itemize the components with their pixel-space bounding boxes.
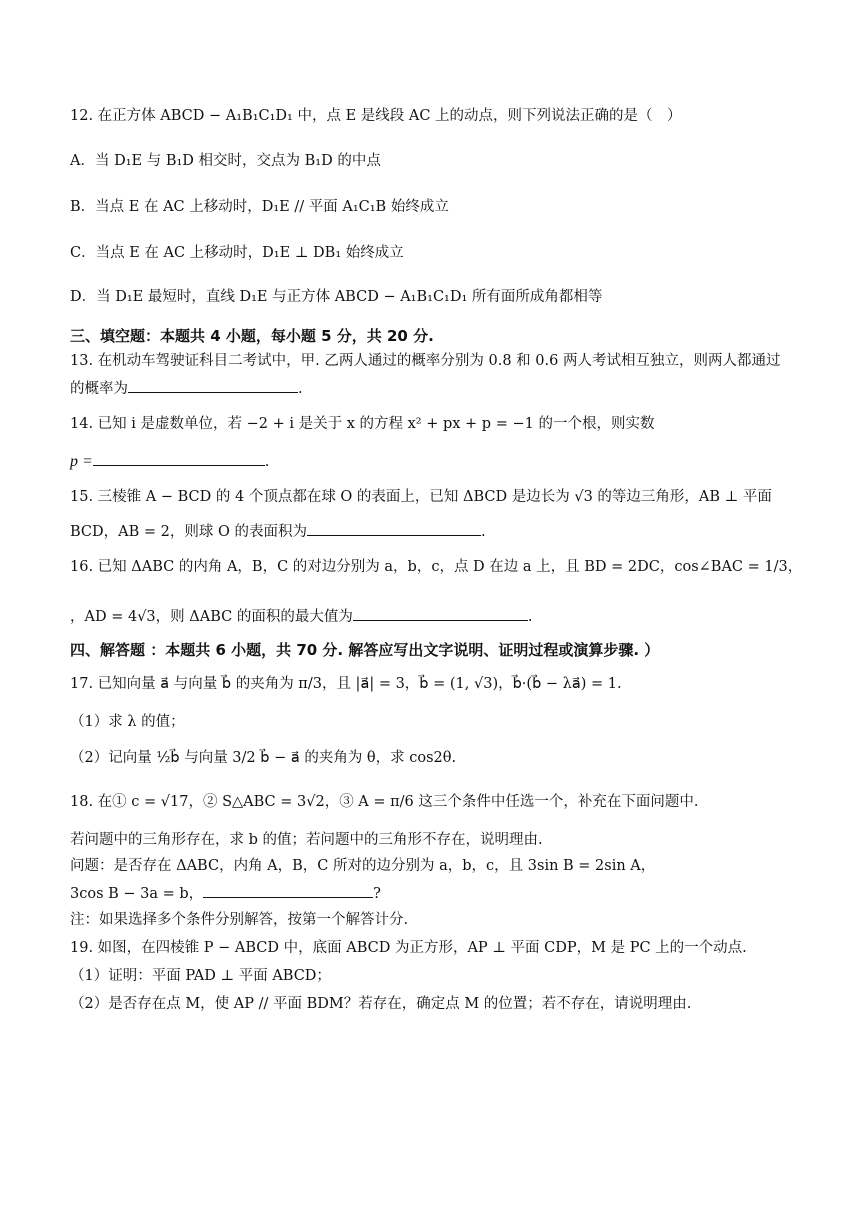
q16-suffix: . xyxy=(527,609,533,625)
q12-option-c: C．当点 E 在 AC 上移动时，D₁E ⊥ DB₁ 始终成立 xyxy=(70,245,404,261)
q16-line-2 xyxy=(70,606,820,627)
q12-option-d: D．当 D₁E 最短时，直线 D₁E 与正方体 ABCD − A₁B₁C₁D₁ 所有面所成角都相等 xyxy=(70,289,603,305)
q15-line-1: 15. 三棱锥 A − BCD 的 4 个顶点都在球 O 的表面上，已知 ΔBCD 是边长为 √3 的等边三角形，AB ⊥ 平面 xyxy=(70,489,772,505)
q13-line-2 xyxy=(70,378,820,399)
q19-part-2: （2）是否存在点 M，使 AP // 平面 BDM？若存在，确定点 M 的位置；若不存在，请说明理由. xyxy=(70,996,692,1012)
q17-part-1: （1）求 λ 的值； xyxy=(70,714,185,730)
q12-option-b: B．当点 E 在 AC 上移动时，D₁E // 平面 A₁C₁B 始终成立 xyxy=(70,199,449,215)
q18-condition-text: 3cos B − 3a = b， xyxy=(70,886,204,902)
q15-answer-blank xyxy=(307,521,481,536)
q18-line-4 xyxy=(70,883,820,904)
q14-answer-blank xyxy=(93,451,265,466)
q14-suffix: . xyxy=(264,454,270,470)
q19-part-1: （1）证明：平面 PAD ⊥ 平面 ABCD； xyxy=(70,968,331,984)
q12-option-a: A．当 D₁E 与 B₁D 相交时，交点为 B₁D 的中点 xyxy=(70,153,381,169)
section-3-heading: 三、填空题：本题共 4 小题，每小题 5 分，共 20 分. xyxy=(70,327,434,345)
q18-stem: 18. 在① c = √17，② S△ABC = 3√2，③ A = π/6 这三个条件中任选一个，补充在下面问题中. xyxy=(70,794,699,810)
q18-line-2: 若问题中的三角形存在，求 b 的值；若问题中的三角形不存在，说明理由. xyxy=(70,832,543,848)
q16-answer-blank xyxy=(353,606,528,621)
q14-prefix: p = xyxy=(70,453,93,470)
q19-stem: 19. 如图，在四棱锥 P − ABCD 中，底面 ABCD 为正方形，AP ⊥ 平面 CDP，M 是 PC 上的一个动点. xyxy=(70,940,747,956)
q18-line-3: 问题：是否存在 ΔABC，内角 A，B，C 所对的边分别为 a，b，c，且 3sin B = 2sin A， xyxy=(70,858,656,874)
q17-stem: 17. 已知向量 a⃗ 与向量 b⃗ 的夹角为 π/3，且 |a⃗| = 3，b⃗ = (1, √3)，b⃗·(b⃗ − λa⃗) = 1. xyxy=(70,676,622,692)
q13-line-1: 13. 在机动车驾驶证科目二考试中，甲. 乙两人通过的概率分别为 0.8 和 0.6 两人考试相互独立，则两人都通过 xyxy=(70,353,781,369)
q17-part-2: （2）记向量 ½b⃗ 与向量 3/2 b⃗ − a⃗ 的夹角为 θ，求 cos2θ. xyxy=(70,750,457,766)
q18-suffix: ? xyxy=(373,886,381,902)
q14-line-2 xyxy=(70,451,820,472)
q14-line-1: 14. 已知 i 是虚数单位，若 −2 + i 是关于 x 的方程 x² + px + p = −1 的一个根，则实数 xyxy=(70,416,655,432)
q15-line-2 xyxy=(70,521,820,542)
q13-prefix: 的概率为 xyxy=(70,381,128,397)
section-4-heading: 四、解答题 ：本题共 6 小题，共 70 分. 解答应写出文字说明、证明过程或演算步骤. ） xyxy=(70,641,660,659)
q15-suffix: . xyxy=(480,524,486,540)
q18-note: 注：如果选择多个条件分别解答，按第一个解答计分. xyxy=(70,912,409,928)
q18-answer-blank xyxy=(203,883,373,898)
q13-answer-blank xyxy=(128,378,298,393)
q16-prefix: ，AD = 4√3，则 ΔABC 的面积的最大值为 xyxy=(70,609,353,625)
q13-suffix: . xyxy=(298,381,303,397)
q16-line-1: 16. 已知 ΔABC 的内角 A，B，C 的对边分别为 a，b，c，点 D 在边 a 上，且 BD = 2DC，cos∠BAC = 1/3， xyxy=(70,559,803,575)
q12-stem: 12. 在正方体 ABCD − A₁B₁C₁D₁ 中，点 E 是线段 AC 上的动点，则下列说法正确的是（ ） xyxy=(70,108,682,124)
q15-prefix: BCD，AB = 2，则球 O 的表面积为 xyxy=(70,524,307,540)
